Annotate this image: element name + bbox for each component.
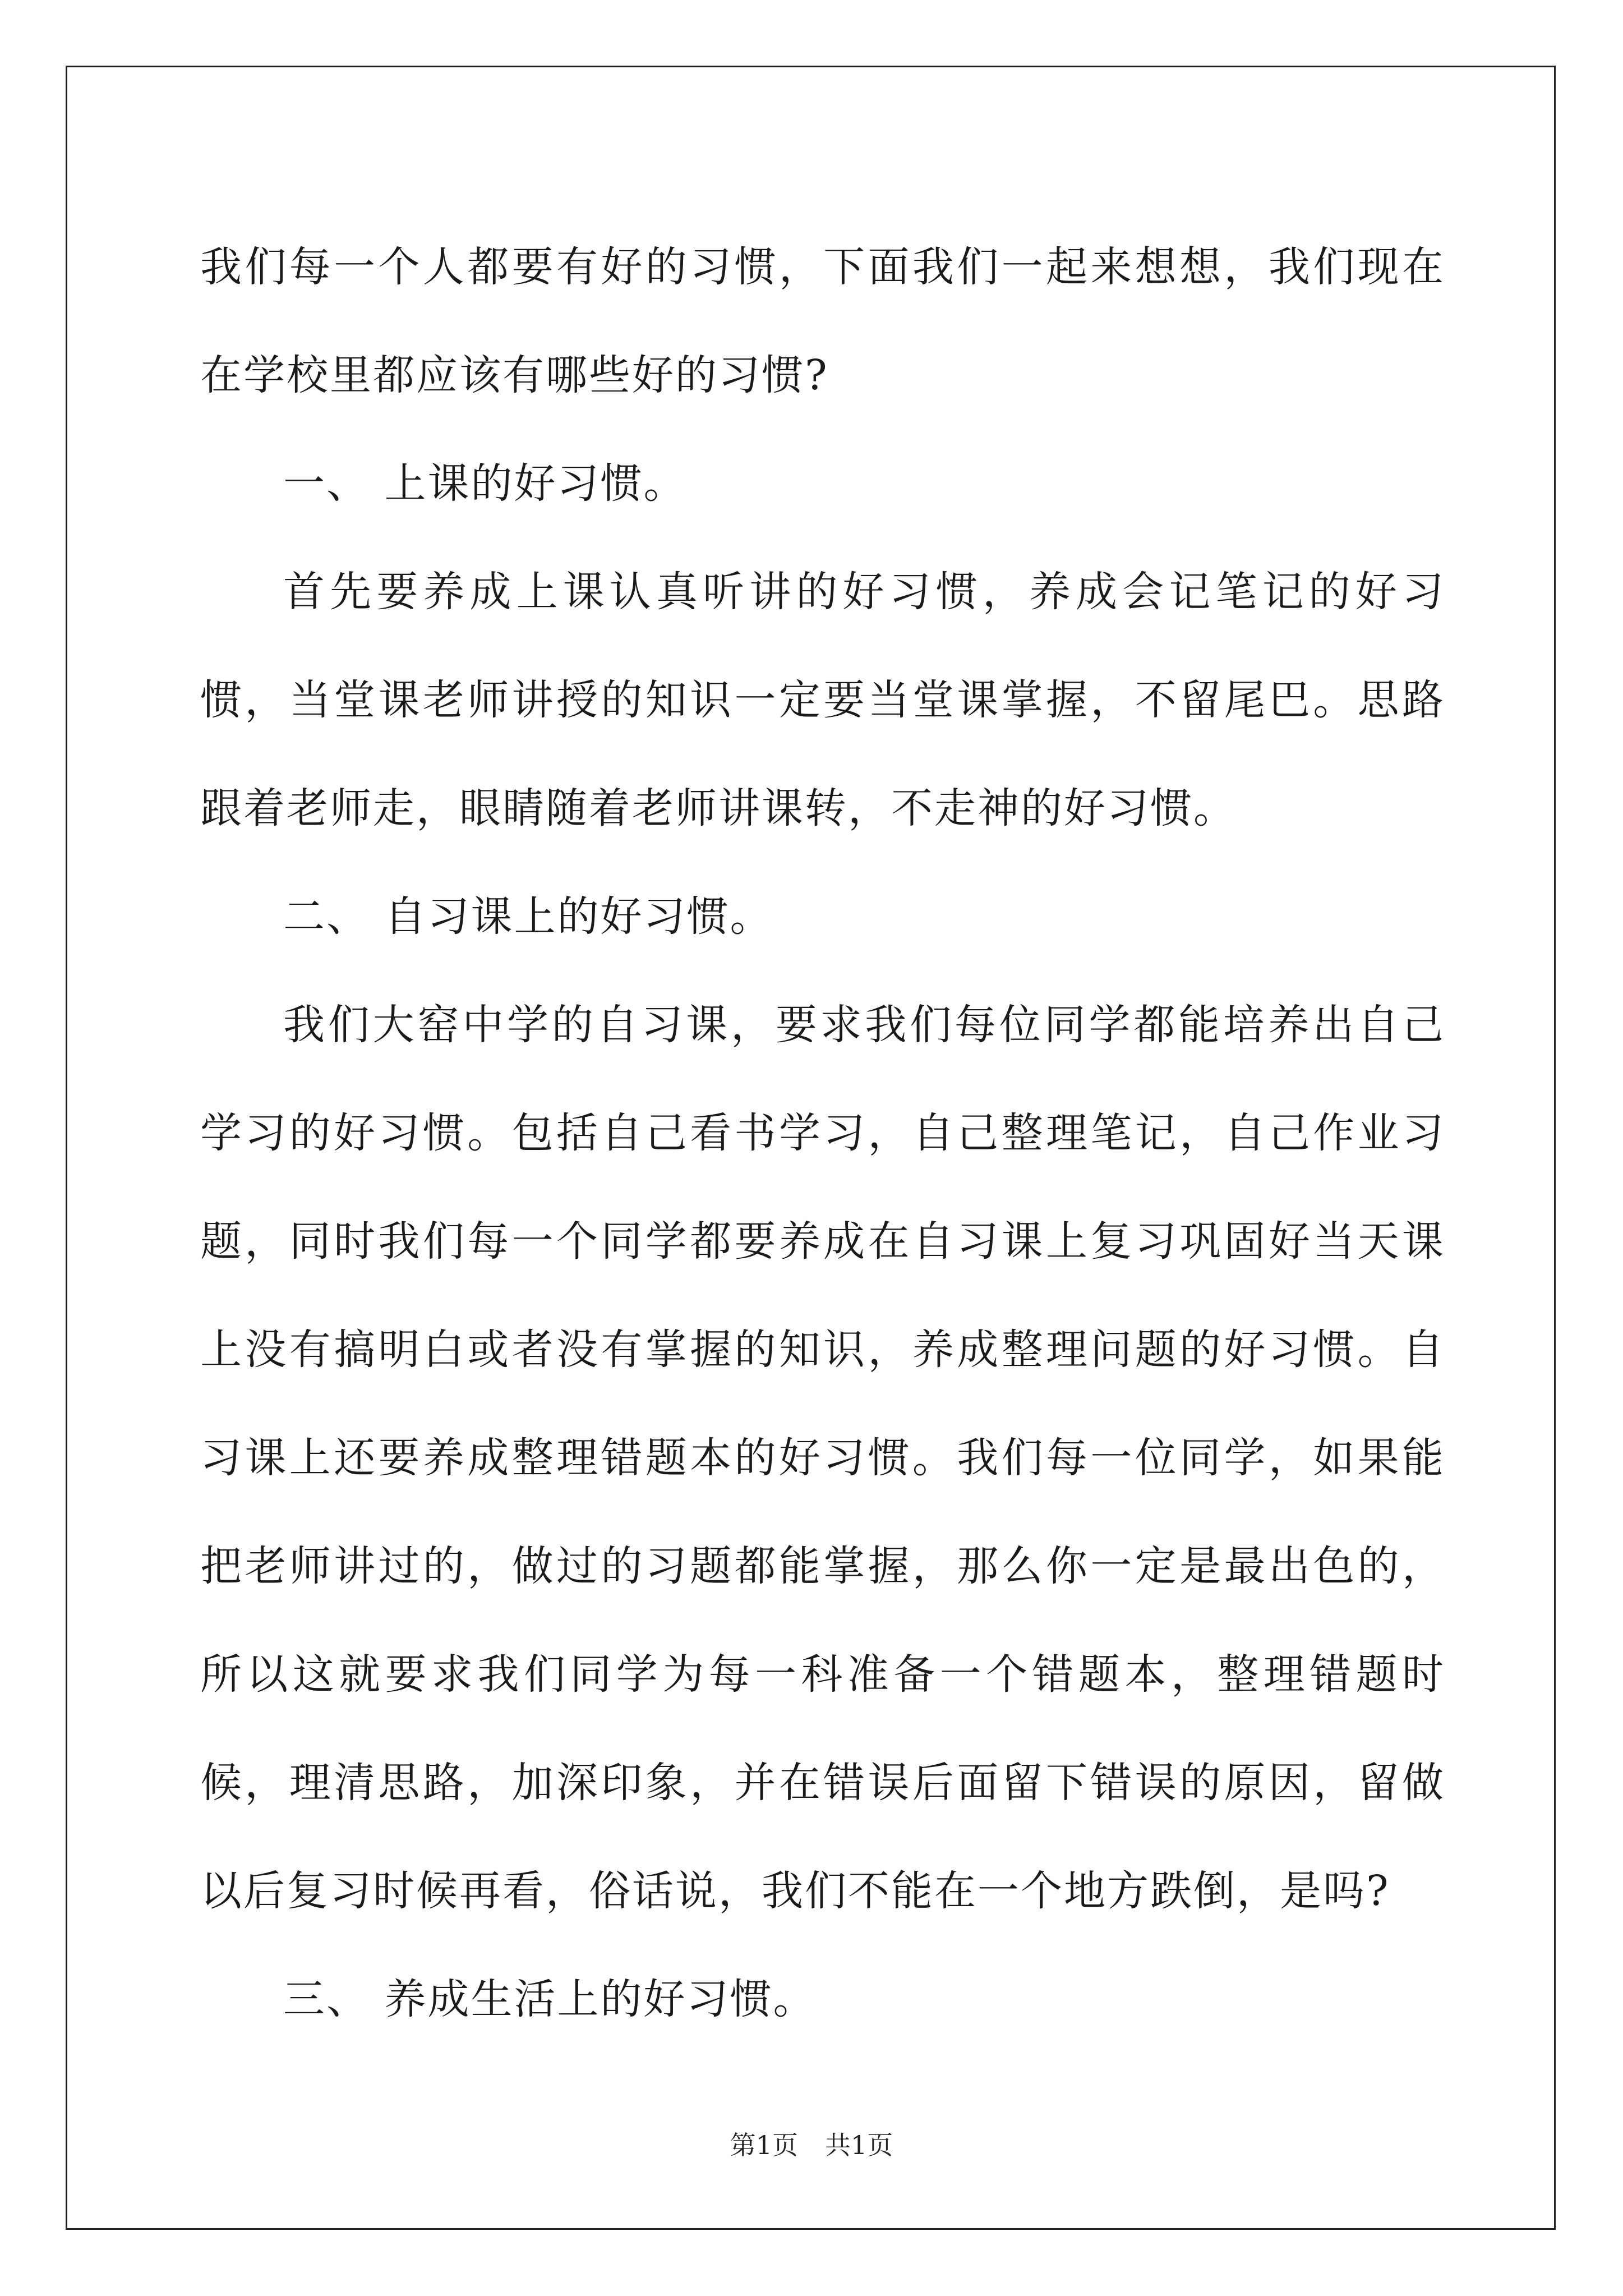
page-total: 共1页: [825, 2130, 893, 2160]
section-heading-1: 一、 上课的好习惯。: [283, 459, 687, 508]
section-heading-3: 三、 养成生活上的好习惯。: [283, 1975, 817, 2023]
page-number: 第1页: [730, 2130, 798, 2160]
section-paragraph-2: 我们大窑中学的自习课，要求我们每位同学都能培养出自己学习的好习惯。包括自己看书学习，自己整理笔记，自己作业习题，同时我们每一个同学都要养成在自习课上复习巩固好当天课上没有搞明白或者没有掌握的知识，养成整理问题的好习惯。自习课上还要养成整理错题本的好习惯。我们每一位同学，如果能把老师讲过的，做过的习题都能掌握，那么你一定是最出色的，所以这就要求我们同学为每一科准备一个错题本，整理错题时候，理清思路，加深印象，并在错误后面留下错误的原因，留做以后复习时候再看，俗话说，我们不能在一个地方跌倒，是吗?: [200, 1001, 1445, 1915]
section-paragraph-1: 首先要养成上课认真听讲的好习惯，养成会记笔记的好习惯，当堂课老师讲授的知识一定要当堂课掌握，不留尾巴。思路跟着老师走，眼睛随着老师讲课转，不走神的好习惯。: [200, 568, 1445, 832]
section-heading-2: 二、 自习课上的好习惯。: [283, 892, 773, 941]
document-body: [200, 213, 1445, 2054]
intro-paragraph: 我们每一个人都要有好的习惯，下面我们一起来想想，我们现在在学校里都应该有哪些好的习惯?: [200, 243, 1445, 399]
page-footer: [0, 2128, 1623, 2162]
